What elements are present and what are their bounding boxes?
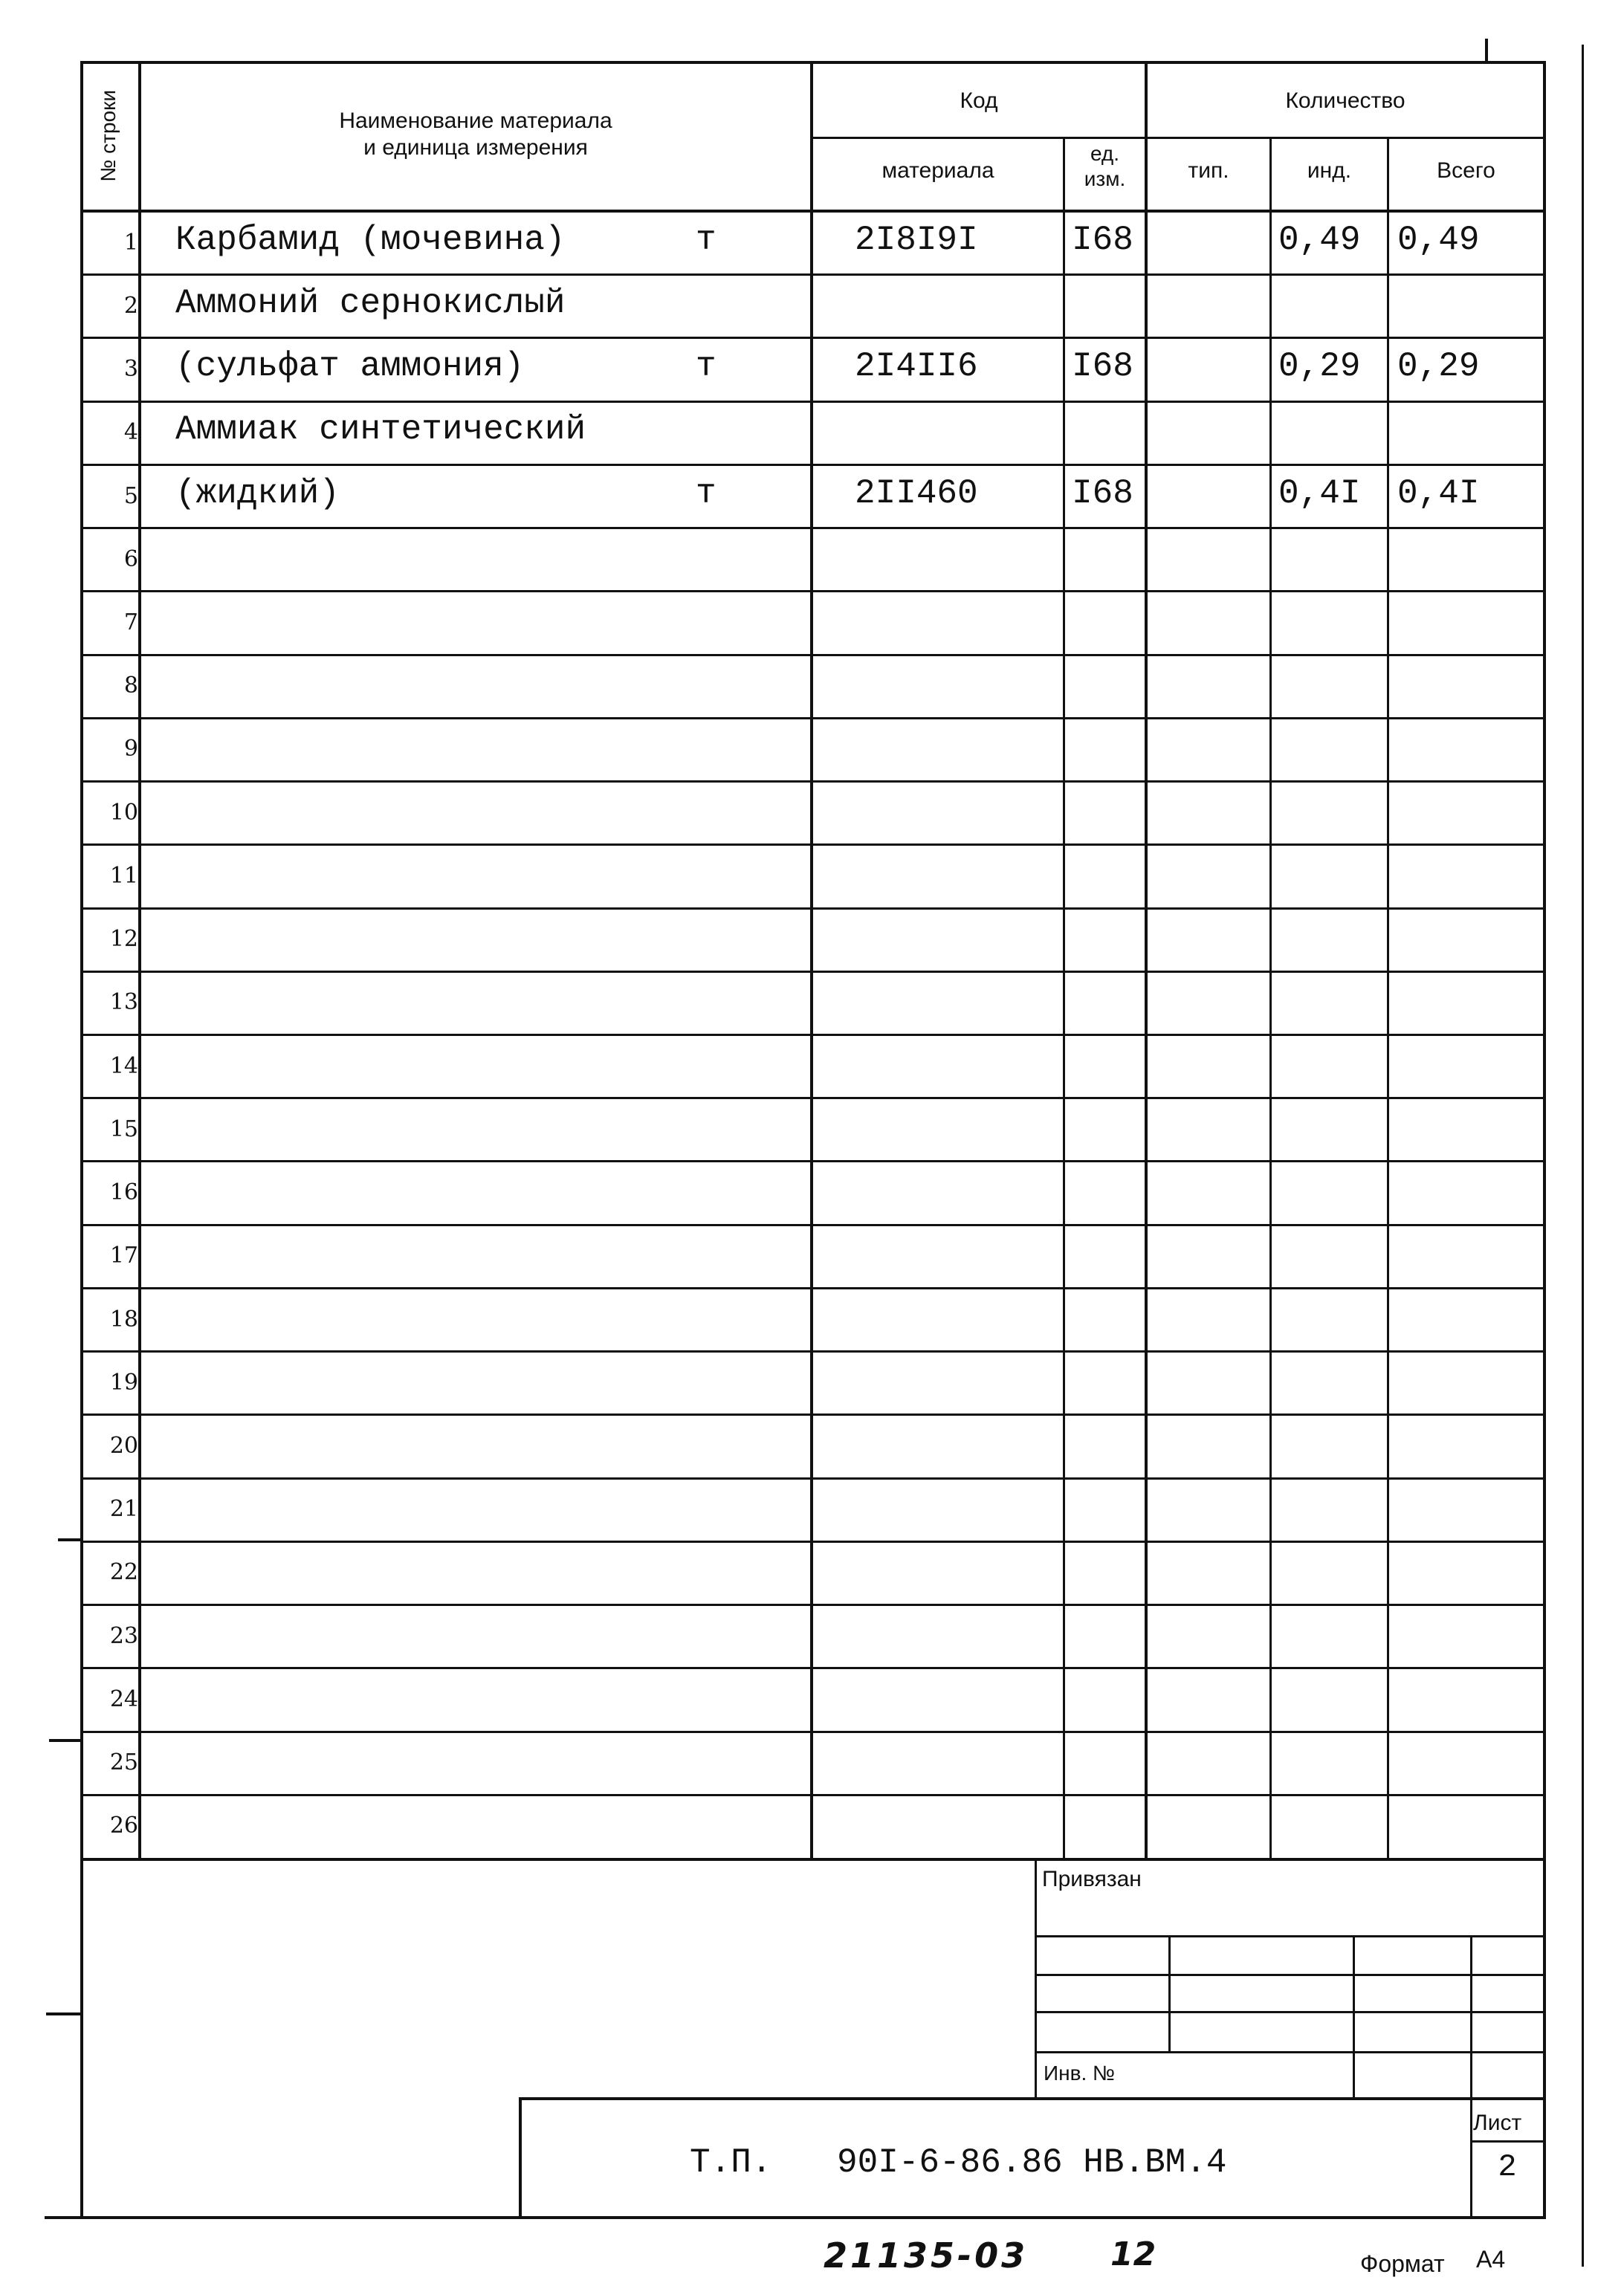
row-number: 25	[109, 1749, 138, 1775]
header-row-no: № строки	[97, 89, 120, 182]
format-value: А4	[1476, 2246, 1506, 2273]
row-divider	[80, 401, 1546, 403]
name-col-border	[810, 61, 813, 1859]
binding-tick	[46, 2012, 83, 2015]
handwritten-number: 21135-03	[824, 2235, 1029, 2276]
header-name	[141, 108, 810, 161]
header-qty-ind: инд.	[1307, 158, 1352, 183]
code-col-border	[1063, 137, 1065, 1859]
material-name: Аммоний сернокислый	[175, 284, 566, 323]
privyazan-label: Привязан	[1042, 1867, 1142, 1891]
row-number: 8	[123, 673, 138, 699]
row-divider	[80, 1477, 1546, 1480]
qty-ind: 0,4I	[1278, 474, 1361, 513]
table-bottom	[80, 1858, 1546, 1861]
row-number: 21	[109, 1496, 138, 1522]
material-code: 2II460	[855, 474, 978, 513]
row-divider	[80, 1731, 1546, 1733]
header-code-material: материала	[881, 158, 994, 183]
unit-code: I68	[1072, 221, 1133, 259]
material-name: Карбамид (мочевина)	[175, 221, 566, 259]
material-name: (сульфат аммония)	[175, 347, 525, 386]
header-quantity: Количество	[1285, 88, 1405, 113]
header-code: Код	[960, 88, 998, 113]
unit-col-border	[1145, 61, 1148, 1859]
title-block-top	[519, 2097, 1546, 2100]
row-divider	[80, 273, 1546, 276]
top-border	[80, 61, 1546, 64]
row-number: 4	[123, 419, 138, 445]
row-divider	[80, 1034, 1546, 1036]
row-divider	[80, 1541, 1546, 1543]
unit-letter: т	[696, 347, 716, 386]
row-number: 18	[109, 1306, 138, 1332]
material-code: 2I8I9I	[855, 221, 978, 259]
row-divider	[80, 590, 1546, 592]
sheet-number: 2	[1498, 2149, 1517, 2185]
stamp-col	[1353, 1935, 1355, 2099]
qty-total: 0,29	[1397, 347, 1480, 386]
sheet-label: Лист	[1473, 2111, 1522, 2135]
binding-tick	[58, 1538, 83, 1541]
row-number: 13	[109, 989, 138, 1015]
sheet-split	[1470, 2140, 1546, 2143]
row-number: 23	[109, 1623, 138, 1649]
row-number: 14	[109, 1053, 138, 1079]
row-divider	[80, 1350, 1546, 1353]
row-number: 3	[123, 356, 138, 382]
row-number: 1	[123, 230, 138, 256]
row-number: 10	[109, 800, 138, 826]
handwritten-page: 12	[1110, 2235, 1156, 2273]
format-label: Формат	[1360, 2250, 1445, 2277]
header-name-line1: Наименование материала	[339, 109, 612, 133]
ind-col-border	[1387, 137, 1389, 1859]
typ-col-border	[1269, 137, 1272, 1859]
row-divider	[80, 843, 1546, 846]
material-name: Аммиак синтетический	[175, 410, 586, 449]
stamp-line	[1035, 1974, 1546, 1976]
row-divider	[80, 337, 1546, 339]
row-number: 26	[109, 1813, 138, 1839]
inv-label: Инв. №	[1044, 2062, 1116, 2085]
rownum-col-border	[138, 61, 141, 1859]
row-number: 2	[123, 293, 138, 319]
row-number: 7	[123, 609, 138, 635]
row-divider	[80, 1224, 1546, 1226]
row-divider	[80, 464, 1546, 466]
qty-total: 0,49	[1397, 221, 1480, 259]
row-divider	[80, 1604, 1546, 1606]
header-code-unit	[1065, 141, 1145, 191]
stamp-line	[1035, 1935, 1546, 1937]
unit-code: I68	[1072, 474, 1133, 513]
header-name-line2: и единица измерения	[363, 135, 588, 160]
row-divider	[80, 1160, 1546, 1162]
row-number: 9	[123, 736, 138, 762]
row-divider	[80, 1287, 1546, 1289]
row-number: 6	[123, 546, 138, 572]
row-divider	[80, 717, 1546, 719]
qty-ind: 0,29	[1278, 347, 1361, 386]
header-row-no-cell	[80, 61, 138, 210]
trim-tick	[1485, 39, 1488, 64]
stamp-line	[1035, 2011, 1546, 2013]
right-border	[1543, 61, 1546, 2216]
title-block-left	[519, 2097, 522, 2218]
stamp-line	[1035, 2051, 1546, 2053]
row-number: 24	[109, 1686, 138, 1712]
header-qty-typ: тип.	[1188, 158, 1229, 183]
material-code: 2I4II6	[855, 347, 978, 386]
row-divider	[80, 1413, 1546, 1416]
row-number: 12	[109, 926, 138, 952]
doc-prefix: Т.П.	[690, 2143, 772, 2182]
qty-total: 0,4I	[1397, 474, 1480, 513]
row-number: 20	[109, 1433, 138, 1459]
stamp-col	[1168, 1935, 1171, 2051]
qty-ind: 0,49	[1278, 221, 1361, 259]
row-divider	[80, 527, 1546, 529]
row-divider	[80, 780, 1546, 783]
row-divider	[80, 654, 1546, 656]
row-number: 17	[109, 1243, 138, 1269]
row-divider	[80, 971, 1546, 973]
unit-letter: т	[696, 221, 716, 259]
row-number: 16	[109, 1179, 138, 1205]
header-code-unit-line2: изм.	[1084, 166, 1126, 190]
header-bottom	[80, 210, 1546, 213]
row-divider	[80, 907, 1546, 910]
row-number: 11	[109, 863, 138, 889]
stamp-left-border	[1035, 1858, 1037, 2099]
row-divider	[80, 1794, 1546, 1796]
header-code-unit-line1: ед.	[1090, 142, 1120, 165]
binding-tick	[49, 1739, 83, 1742]
header-split	[810, 137, 1546, 139]
unit-letter: т	[696, 474, 716, 513]
unit-code: I68	[1072, 347, 1133, 386]
page-bottom-line	[45, 2216, 1546, 2219]
material-name: (жидкий)	[175, 474, 340, 513]
doc-code: 90I-6-86.86 НВ.ВМ.4	[837, 2143, 1227, 2182]
row-divider	[80, 1667, 1546, 1669]
row-number: 15	[109, 1116, 138, 1142]
row-number: 5	[123, 483, 138, 509]
row-number: 22	[109, 1559, 138, 1585]
row-divider	[80, 1097, 1546, 1099]
trim-line	[1582, 45, 1584, 2267]
row-number: 19	[109, 1370, 138, 1396]
header-qty-total: Всего	[1437, 158, 1495, 183]
